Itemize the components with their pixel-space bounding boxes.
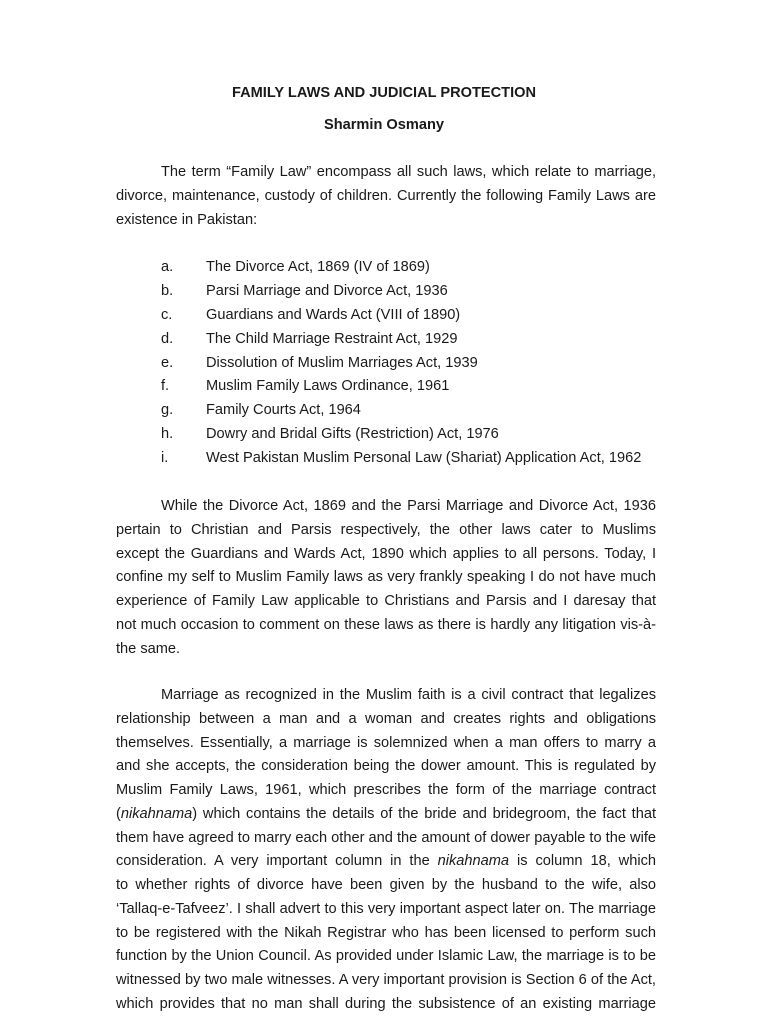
list-marker: f. (161, 378, 170, 395)
text-line (116, 161, 656, 185)
text-segment: not much occasion to comment on these laws as there is hardly any litigation vis-à- (116, 616, 656, 633)
list-marker: g. (161, 402, 174, 419)
text-segment: ) which contains the details of the bride and bridegroom, the fact that (192, 805, 656, 822)
text-segment: which provides that no man shall during the subsistence of an existing marriage (116, 995, 656, 1012)
list-marker: c. (161, 306, 173, 323)
list-item (116, 304, 656, 328)
list-item (116, 352, 656, 376)
text-line (116, 185, 656, 209)
text-segment: existence in Pakistan: (116, 211, 258, 228)
text-segment: The term “Family Law” encompass all such laws, which relate to marriage, (161, 164, 656, 180)
text-segment: is column 18, which (517, 853, 656, 870)
text-line (116, 969, 656, 993)
text-segment: them have agreed to marry each other and the amount of dower payable to the wife (116, 829, 656, 846)
text-line (116, 779, 656, 803)
list-marker: b. (161, 282, 174, 299)
list-marker: i. (161, 450, 169, 467)
paragraph-3 (116, 684, 656, 1017)
list-item-text: Dowry and Bridal Gifts (Restriction) Act, 1976 (206, 426, 499, 443)
text-line (116, 638, 656, 662)
family-laws-list (116, 256, 656, 471)
text-line (116, 850, 656, 874)
text-line (116, 708, 656, 732)
text-segment: consideration. A very important column in the (116, 853, 438, 870)
text-line (116, 519, 656, 543)
text-line (116, 209, 656, 233)
text-line (116, 495, 656, 519)
text-segment: except the Guardians and Wards Act, 1890 which applies to all persons. Today, I (116, 545, 656, 562)
list-item (116, 375, 656, 399)
text-line (116, 590, 656, 614)
text-segment: and she accepts, the consideration being the dower amount. This is regulated by (116, 758, 656, 775)
text-line (116, 945, 656, 969)
list-item (116, 328, 656, 352)
text-segment: divorce, maintenance, custody of children. Currently the following Family Laws are (116, 187, 656, 204)
document-title: FAMILY LAWS AND JUDICIAL PROTECTION (231, 85, 537, 101)
text-segment: While the Divorce Act, 1869 and the Parsi Marriage and Divorce Act, 1936 (161, 498, 656, 514)
list-marker: e. (161, 354, 174, 371)
text-segment: confine my self to Muslim Family laws as very frankly speaking I do not have much (116, 569, 656, 586)
list-item (116, 423, 656, 447)
list-marker: h. (161, 426, 174, 443)
list-item-text: Dissolution of Muslim Marriages Act, 1939 (206, 354, 478, 371)
text-segment: Muslim Family Laws, 1961, which prescribes the form of the marriage contract (116, 782, 656, 798)
text-segment: to whether rights of divorce have been given by the husband to the wife, also (116, 877, 656, 893)
list-item (116, 280, 656, 304)
intro-paragraph (116, 161, 656, 232)
list-item-text: Parsi Marriage and Divorce Act, 1936 (206, 282, 448, 299)
text-line (116, 874, 656, 898)
text-line (116, 922, 656, 946)
text-line (116, 566, 656, 590)
text-segment: themselves. Essentially, a marriage is solemnized when a man offers to marry a (116, 734, 656, 751)
text-line (116, 732, 656, 756)
text-segment: ( (116, 805, 121, 822)
text-line (116, 827, 656, 851)
text-segment: function by the Union Council. As provided under Islamic Law, the marriage is to be (116, 948, 656, 965)
text-line (116, 684, 656, 708)
list-item-text: Family Courts Act, 1964 (206, 402, 361, 419)
list-item-text: Muslim Family Laws Ordinance, 1961 (206, 378, 450, 395)
list-item-text: The Child Marriage Restraint Act, 1929 (206, 330, 458, 347)
text-line (116, 614, 656, 638)
text-segment: Marriage as recognized in the Muslim faith is a civil contract that legalizes (161, 687, 656, 703)
author-name: Sharmin Osmany (323, 117, 445, 133)
text-line (116, 898, 656, 922)
italic-term: nikahnama (437, 853, 510, 870)
text-segment: to be registered with the Nikah Registrar who has been licensed to perform such (116, 924, 656, 941)
italic-term: nikahnama (120, 805, 193, 822)
paragraph-2 (116, 495, 656, 661)
list-item (116, 399, 656, 423)
text-line (116, 993, 656, 1017)
list-item (116, 256, 656, 280)
list-item-text: The Divorce Act, 1869 (IV of 1869) (206, 259, 430, 275)
text-segment: experience of Family Law applicable to Christians and Parsis and I daresay that (116, 593, 656, 609)
text-segment: the same. (116, 640, 181, 657)
text-segment: pertain to Christian and Parsis respectively, the other laws cater to Muslims (116, 521, 656, 538)
list-marker: d. (161, 330, 174, 347)
text-segment: relationship between a man and a woman and creates rights and obligations (116, 710, 656, 727)
text-segment: witnessed by two male witnesses. A very important provision is Section 6 of the Act, (116, 972, 656, 988)
text-segment: ‘Tallaq-e-Tafveez’. I shall advert to this very important aspect later on. The marriage (116, 900, 656, 917)
text-line (116, 755, 656, 779)
list-marker: a. (161, 259, 174, 275)
text-line (116, 543, 656, 567)
list-item-text: Guardians and Wards Act (VIII of 1890) (206, 306, 461, 323)
list-item-text: West Pakistan Muslim Personal Law (Shariat) Application Act, 1962 (206, 450, 642, 467)
text-line (116, 803, 656, 827)
list-item (116, 447, 656, 471)
